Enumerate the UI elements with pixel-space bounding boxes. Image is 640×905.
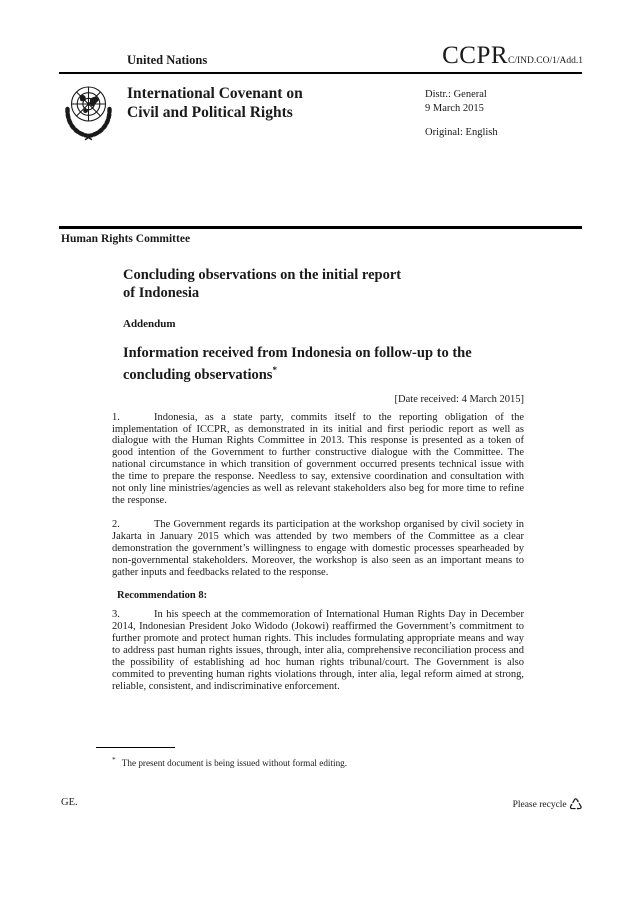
paragraph-2 [112, 519, 524, 579]
section-rule [59, 226, 582, 229]
document-title [123, 267, 524, 302]
distr-line: Distr.: General [425, 89, 487, 100]
org-name: United Nations [127, 53, 208, 67]
paragraph-3 [112, 609, 524, 692]
paragraph-2-number: 2. [112, 518, 120, 530]
document-symbol-suffix: C/IND.CO/1/Add.1 [508, 56, 583, 66]
document-subtitle [123, 345, 524, 385]
recycle-icon: ♺ [568, 795, 583, 814]
footnote-rule [96, 747, 175, 748]
paragraph-1-text: Indonesia, as a state party, commits itself to the reporting obligation of the implementation of ICCPR, as demonstrated in its initial and first periodic report as well as dialogue with the Human Rights Committee in 2013. This response is presented as a token of good intention of the Government to further constructive dialogue with the Committee. The national circumstance in which transition of government occurred presents technical issue with the time to prepare the response. Needless to say, extensive coordination and consultation with not only line ministries/agencies as well as relevant stakeholders also beg for more time to refine the response. [112, 411, 524, 506]
footnote-marker: * [272, 365, 277, 376]
document-title-line1: Concluding observations on the initial report [123, 267, 402, 283]
covenant-title-line2: Civil and Political Rights [127, 104, 293, 121]
un-emblem-icon [60, 79, 117, 141]
covenant-title-line1: International Covenant on [127, 85, 303, 102]
paragraph-2-text: The Government regards its participation at the workshop organised by civil society in Jakarta in January 2015 which was attended by two members of the Committee as a clear demonstration the government’s willingness to engage with domestic processes spearheaded by non-governmental stakeholders. Moreover, the workshop is also seen as an important means to gather inputs and feedbacks related to the response. [112, 518, 524, 578]
addendum-label: Addendum [123, 318, 176, 330]
document-subtitle-line1: Information received from Indonesia on follow-up to the [123, 344, 472, 361]
footnote-area [96, 747, 536, 769]
document-symbol [442, 42, 583, 70]
document-subtitle-line2: concluding observations* [123, 365, 277, 384]
paragraph-3-text: In his speech at the commemoration of International Human Rights Day in December 2014, Indonesian President Joko Widodo (Jokowi) reaffirmed the Government’s commitment to further promote and protect human rights. This includes formulating appropriate means and way to address past human rights issues, through, inter alia, comprehensive reconciliation process and the possibility of establishing ad hoc human rights tribunal/court. The Government is also commited to preventing human rights violations through, inter alia, legal reform aimed at strong, reliable, consistent, and indiscriminative enforcement. [112, 609, 524, 692]
footnote-asterisk: * [112, 755, 116, 764]
header-rule [59, 72, 582, 74]
paragraph-1 [112, 412, 524, 507]
distribution-block [425, 88, 498, 140]
distr-date: 9 March 2015 [425, 102, 484, 114]
footnote-text: The present document is being issued without formal editing. [121, 758, 348, 769]
document-symbol-main: CCPR [442, 42, 509, 69]
document-body [112, 267, 524, 693]
recycle-note [513, 795, 583, 814]
document-title-line2: of Indonesia [123, 284, 200, 301]
paragraph-3-number: 3. [112, 609, 120, 621]
footnote [96, 754, 536, 769]
covenant-title [127, 84, 303, 122]
recycle-label: Please recycle [512, 800, 567, 810]
recommendation-heading: Recommendation 8: [117, 590, 208, 602]
date-received: [Date received: 4 March 2015] [394, 393, 524, 405]
ge-label: GE. [61, 797, 78, 808]
paragraph-1-number: 1. [112, 411, 120, 423]
committee-name: Human Rights Committee [61, 233, 191, 245]
original-language: Original: English [425, 127, 498, 138]
